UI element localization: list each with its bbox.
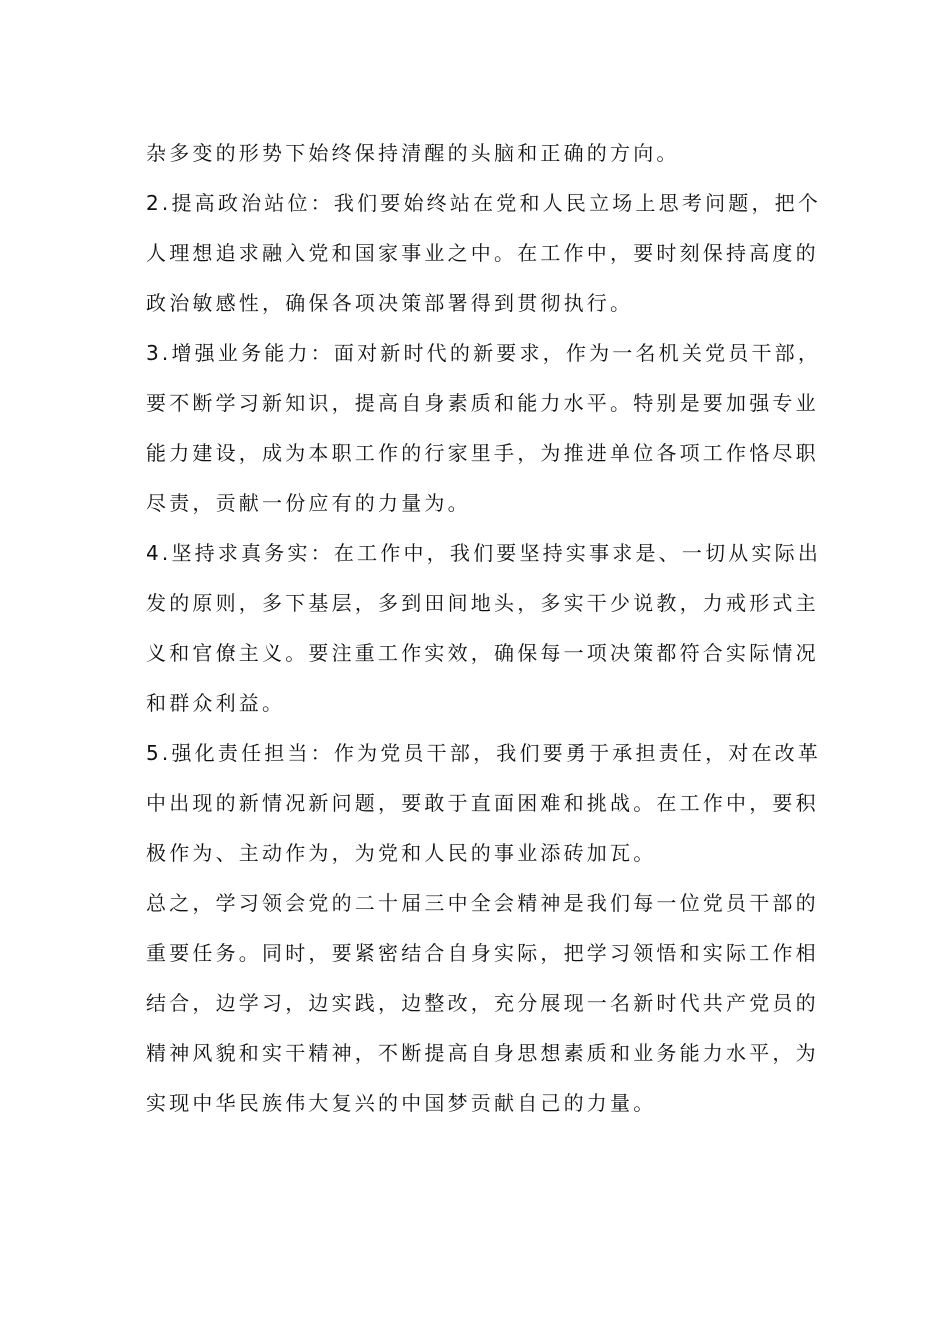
text-line: 总之，学习领会党的二十届三中全会精神是我们每一位党员干部的 (146, 891, 819, 915)
text-line: 政治敏感性，确保各项决策部署得到贯彻执行。 (146, 291, 634, 315)
text-line: 人理想追求融入党和国家事业之中。在工作中，要时刻保持高度的 (146, 241, 819, 265)
text-line: 发的原则，多下基层，多到田间地头，多实干少说教，力戒形式主 (146, 591, 819, 615)
text-line: 尽责，贡献一份应有的力量为。 (146, 491, 471, 515)
text-line: 3.增强业务能力：面对新时代的新要求，作为一名机关党员干部， (146, 341, 822, 365)
text-line: 和群众利益。 (146, 691, 286, 715)
text-line: 极作为、主动作为，为党和人民的事业添砖加瓦。 (146, 841, 657, 865)
text-line: 能力建设，成为本职工作的行家里手，为推进单位各项工作恪尽职 (146, 441, 819, 465)
text-line: 5.强化责任担当：作为党员干部，我们要勇于承担责任，对在改革 (146, 741, 822, 765)
text-line: 实现中华民族伟大复兴的中国梦贡献自己的力量。 (146, 1091, 657, 1115)
text-line: 义和官僚主义。要注重工作实效，确保每一项决策都符合实际情况 (146, 641, 819, 665)
text-line: 4.坚持求真务实：在工作中，我们要坚持实事求是、一切从实际出 (146, 541, 822, 565)
text-line: 结合，边学习，边实践，边整改，充分展现一名新时代共产党员的 (146, 991, 819, 1015)
text-line: 中出现的新情况新问题，要敢于直面困难和挑战。在工作中，要积 (146, 791, 819, 815)
text-line: 2.提高政治站位：我们要始终站在党和人民立场上思考问题，把个 (146, 191, 822, 215)
text-line: 杂多变的形势下始终保持清醒的头脑和正确的方向。 (146, 141, 680, 165)
document-body (146, 128, 822, 1128)
text-line: 重要任务。同时，要紧密结合自身实际，把学习领悟和实际工作相 (146, 941, 819, 965)
text-line: 要不断学习新知识，提高自身素质和能力水平。特别是要加强专业 (146, 391, 819, 415)
text-line: 精神风貌和实干精神，不断提高自身思想素质和业务能力水平，为 (146, 1041, 819, 1065)
